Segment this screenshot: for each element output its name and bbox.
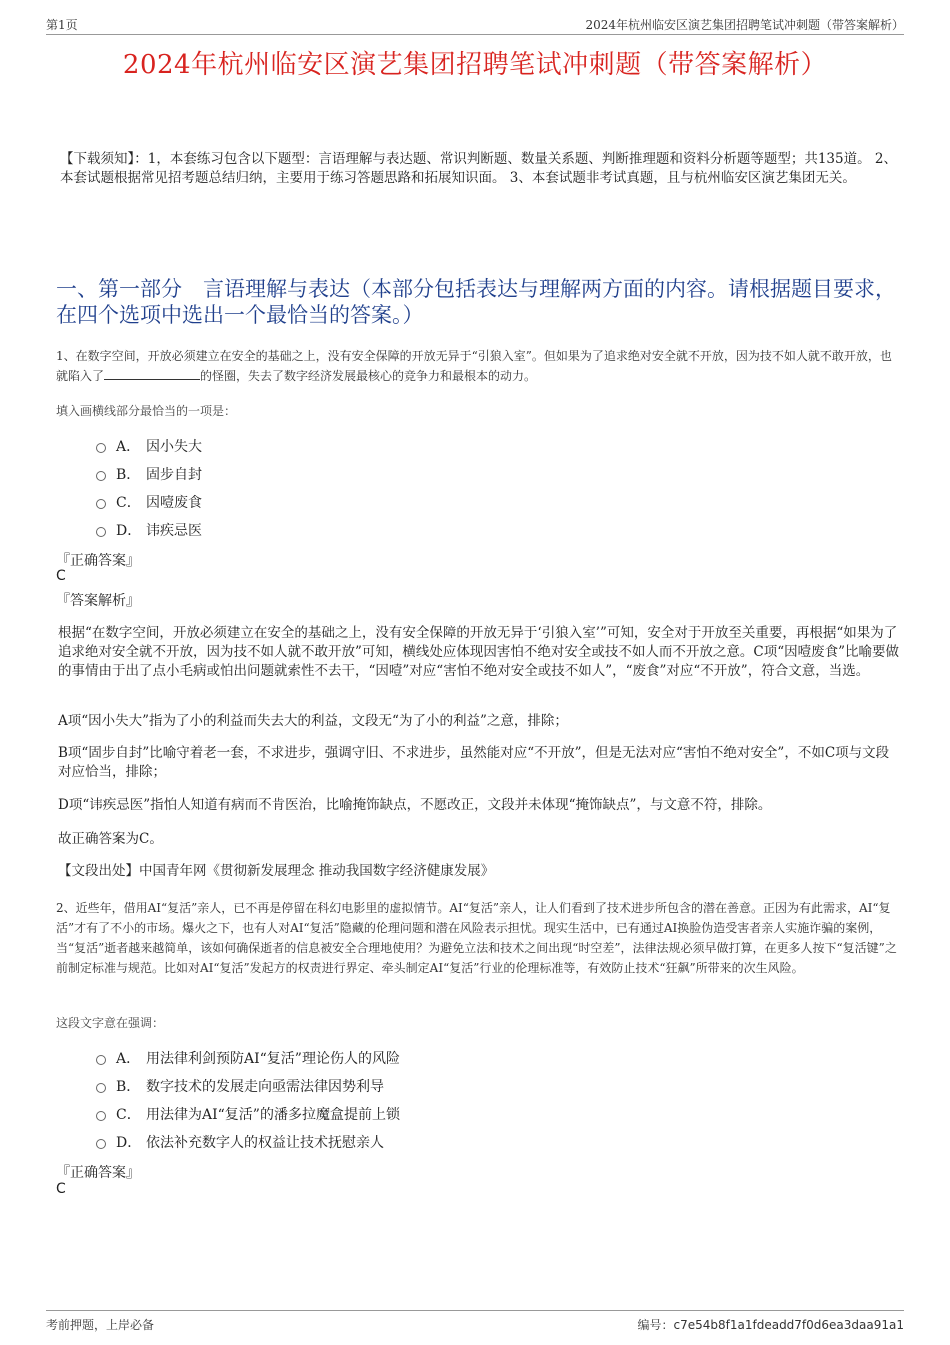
page-footer — [46, 1310, 904, 1333]
source-citation: 【文段出处】中国青年网《贯彻新发展理念 推动我国数字经济健康发展》 — [58, 863, 495, 879]
header-doc-title: 2024年杭州临安区演艺集团招聘笔试冲刺题（带答案解析） — [585, 18, 904, 32]
option-b[interactable]: B． 固步自封 — [96, 460, 202, 488]
analysis-option-a: A项“因小失大”指为了小的利益而失去大的利益，文段无“为了小的利益”之意，排除； — [58, 713, 568, 729]
radio-icon[interactable] — [96, 1111, 106, 1121]
option-b[interactable]: B． 数字技术的发展走向亟需法律因势利导 — [96, 1072, 400, 1100]
question-2-prompt: 这段文字意在强调： — [56, 1016, 165, 1030]
analysis-paragraph: 根据“在数字空间，开放必须建立在安全的基础之上，没有安全保障的开放无异于‘引狼入室’”可知，安全对于开放至关重要，再根据“如果为了追求绝对安全就不开放，因为技不如人就不敢开放”可知，横线处应体现因害怕不绝对安全或技不如人而不开放之意。C项“因噎废食”比喻要做的事情由于出了点小毛病或怕出问题就索性不去干，“因噎”对应“害怕不绝对安全或技不如人”，“废食”对应“不开放”，符合文意，当选。 — [58, 625, 900, 679]
page-header — [46, 16, 904, 35]
answer-value: C — [56, 568, 66, 584]
option-d[interactable]: D． 讳疾忌医 — [96, 516, 202, 544]
radio-icon[interactable] — [96, 527, 106, 537]
question-1-prompt: 填入画横线部分最恰当的一项是： — [56, 404, 237, 418]
analysis-conclusion: 故正确答案为C。 — [58, 831, 163, 847]
fill-blank — [104, 367, 200, 380]
question-1-options — [96, 432, 202, 544]
question-2-options — [96, 1044, 400, 1156]
analysis-label: 『答案解析』 — [56, 593, 140, 609]
radio-icon[interactable] — [96, 1139, 106, 1149]
radio-icon[interactable] — [96, 499, 106, 509]
download-notice: 【下载须知】：1，本套练习包含以下题型：言语理解与表达题、常识判断题、数量关系题、判断推理题和资料分析题等题型；共135道。 2、本套试题根据常见招考题总结归纳，主要用于练习答题思路和拓展知识面。 3、本套试题非考试真题，且与杭州临安区演艺集团无关。 — [60, 151, 897, 186]
option-c[interactable]: C． 用法律为AI“复活”的潘多拉魔盒提前上锁 — [96, 1100, 400, 1128]
footer-slogan: 考前押题，上岸必备 — [46, 1318, 155, 1332]
analysis-option-d: D项“讳疾忌医”指怕人知道有病而不肯医治，比喻掩饰缺点，不愿改正，文段并未体现“掩饰缺点”，与文意不符，排除。 — [58, 797, 772, 813]
option-a[interactable]: A． 因小失大 — [96, 432, 202, 460]
radio-icon[interactable] — [96, 443, 106, 453]
page-number: 第1页 — [46, 18, 78, 32]
option-a[interactable]: A． 用法律利剑预防AI“复活”理论伤人的风险 — [96, 1044, 400, 1072]
answer-value: C — [56, 1181, 66, 1197]
radio-icon[interactable] — [96, 1055, 106, 1065]
radio-icon[interactable] — [96, 471, 106, 481]
footer-code: 编号：c7e54b8f1a1fdeadd7f0d6ea3daa91a1 — [637, 1318, 904, 1332]
option-d[interactable]: D． 依法补充数字人的权益让技术抚慰亲人 — [96, 1128, 400, 1156]
question-2-text: 2、近些年，借用AI“复活”亲人，已不再是停留在科幻电影里的虚拟情节。AI“复活”亲人，让人们看到了技术进步所包含的潜在善意。正因为有此需求，AI“复活”才有了不小的市场。爆火之下，也有人对AI“复活”隐藏的伦理问题和潜在风险表示担忧。现实生活中，已有通过AI换脸伪造受害者亲人实施诈骗的案例，当“复活”逝者越来越简单，该如何确保逝者的信息被安全合理地使用？为避免立法和技术之间出现“时空差”，法律法规必须早做打算，在更多人按下“复活键”之前制定标准与规范。比如对AI“复活”发起方的权责进行界定、牵头制定AI“复活”行业的伦理标准等，有效防止技术“狂飙”所带来的次生风险。 — [56, 901, 897, 975]
question-1-text: 1、在数字空间，开放必须建立在安全的基础之上，没有安全保障的开放无异于“引狼入室”。但如果为了追求绝对安全就不开放，因为技不如人就不敢开放，也就陷入了 的怪圈，失去了数字经济发展最核心的竞争力和最根本的动力。 — [56, 349, 892, 383]
option-c[interactable]: C． 因噎废食 — [96, 488, 202, 516]
analysis-option-b: B项“固步自封”比喻守着老一套，不求进步，强调守旧、不求进步，虽然能对应“不开放”，但是无法对应“害怕不绝对安全”，不如C项与文段对应恰当，排除； — [58, 745, 890, 780]
answer-label: 『正确答案』 — [56, 553, 140, 569]
answer-label: 『正确答案』 — [56, 1165, 140, 1181]
radio-icon[interactable] — [96, 1083, 106, 1093]
section-title: 一、第一部分 言语理解与表达（本部分包括表达与理解两方面的内容。请根据题目要求，在四个选项中选出一个最恰当的答案。） — [56, 277, 896, 327]
document-title: 2024年杭州临安区演艺集团招聘笔试冲刺题（带答案解析） — [122, 50, 828, 80]
